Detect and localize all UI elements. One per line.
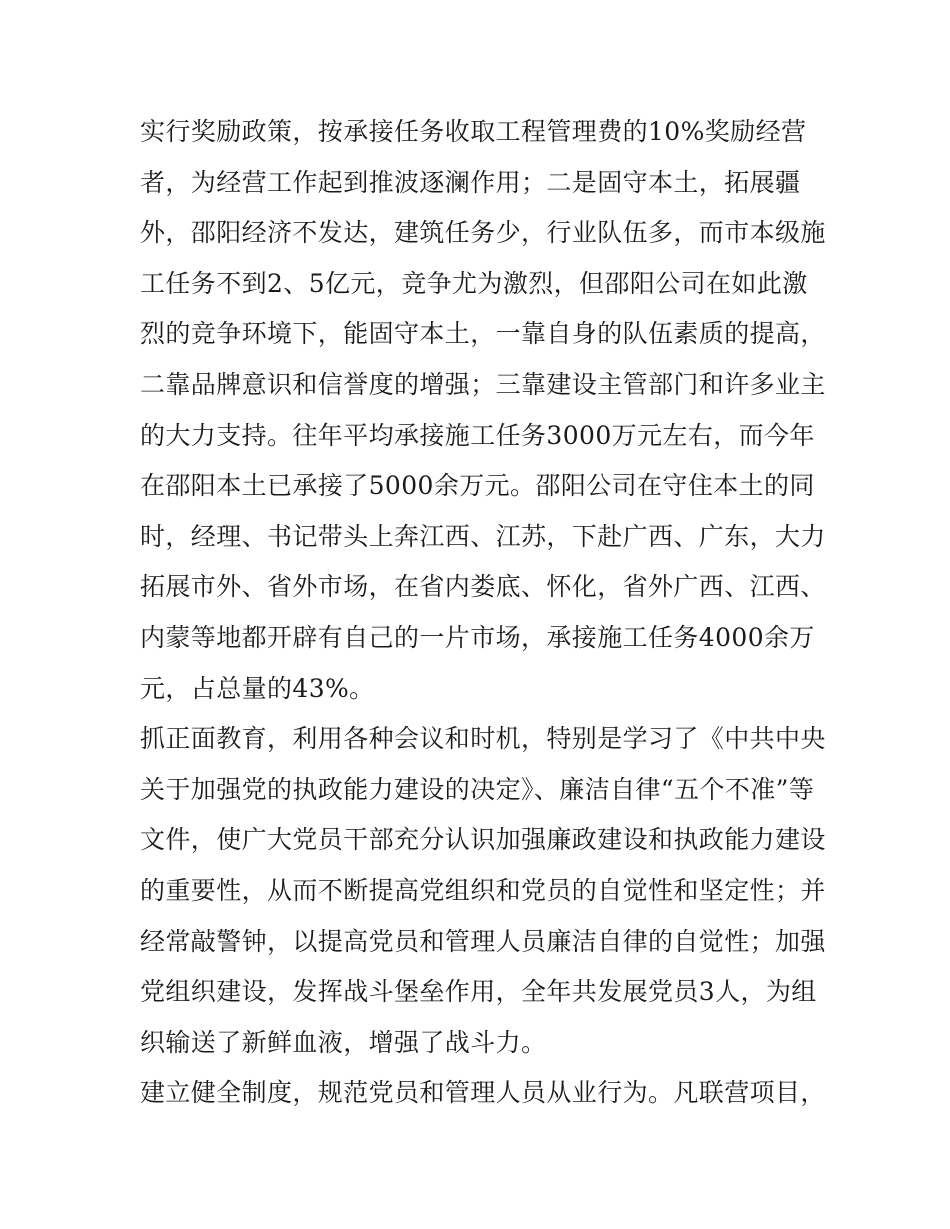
text-line: 外，邵阳经济不发达，建筑任务少，行业队伍多，而市本级施 <box>140 218 826 248</box>
text-line: 抓正面教育，利用各种会议和时机，特别是学习了《中共中央 <box>140 724 826 754</box>
text-line: 党组织建设，发挥战斗堡垒作用，全年共发展党员3人，为组 <box>140 977 817 1007</box>
text-line: 在邵阳本土已承接了5000余万元。邵阳公司在守住本土的同 <box>140 471 815 501</box>
text-line: 工任务不到2、5亿元，竞争尤为激烈，但邵阳公司在如此激 <box>140 268 808 298</box>
text-line: 经常敲警钟，以提高党员和管理人员廉洁自律的自觉性；加强 <box>140 926 826 956</box>
text-line: 二靠品牌意识和信誉度的增强；三靠建设主管部门和许多业主 <box>140 369 826 399</box>
text-line: 关于加强党的执政能力建设的决定》、廉洁自律“五个不准”等 <box>140 774 815 804</box>
text-line: 的大力支持。往年平均承接施工任务3000万元左右，而今年 <box>140 420 815 450</box>
text-line: 时，经理、书记带头上奔江西、江苏，下赴广西、广东，大力 <box>140 521 826 551</box>
text-line: 织输送了新鲜血液，增强了战斗力。 <box>140 1027 547 1057</box>
text-line: 烈的竞争环境下，能固守本土，一靠自身的队伍素质的提高， <box>140 319 826 349</box>
text-line: 内蒙等地都开辟有自己的一片市场，承接施工任务4000余万 <box>140 622 815 652</box>
text-line: 建立健全制度，规范党员和管理人员从业行为。凡联营项目， <box>140 1078 826 1108</box>
text-line: 元，占总量的43%。 <box>140 673 375 703</box>
text-line: 实行奖励政策，按承接任务收取工程管理费的10%奖励经营 <box>140 117 807 146</box>
text-line: 的重要性，从而不断提高党组织和党员的自觉性和坚定性；并 <box>140 875 826 905</box>
text-line: 者，为经营工作起到推波逐澜作用；二是固守本土，拓展疆 <box>140 167 801 197</box>
body-text <box>140 107 826 1119</box>
text-line: 拓展市外、省外市场，在省内娄底、怀化，省外广西、江西、 <box>140 572 826 602</box>
text-line: 文件，使广大党员干部充分认识加强廉政建设和执政能力建设 <box>140 825 826 855</box>
